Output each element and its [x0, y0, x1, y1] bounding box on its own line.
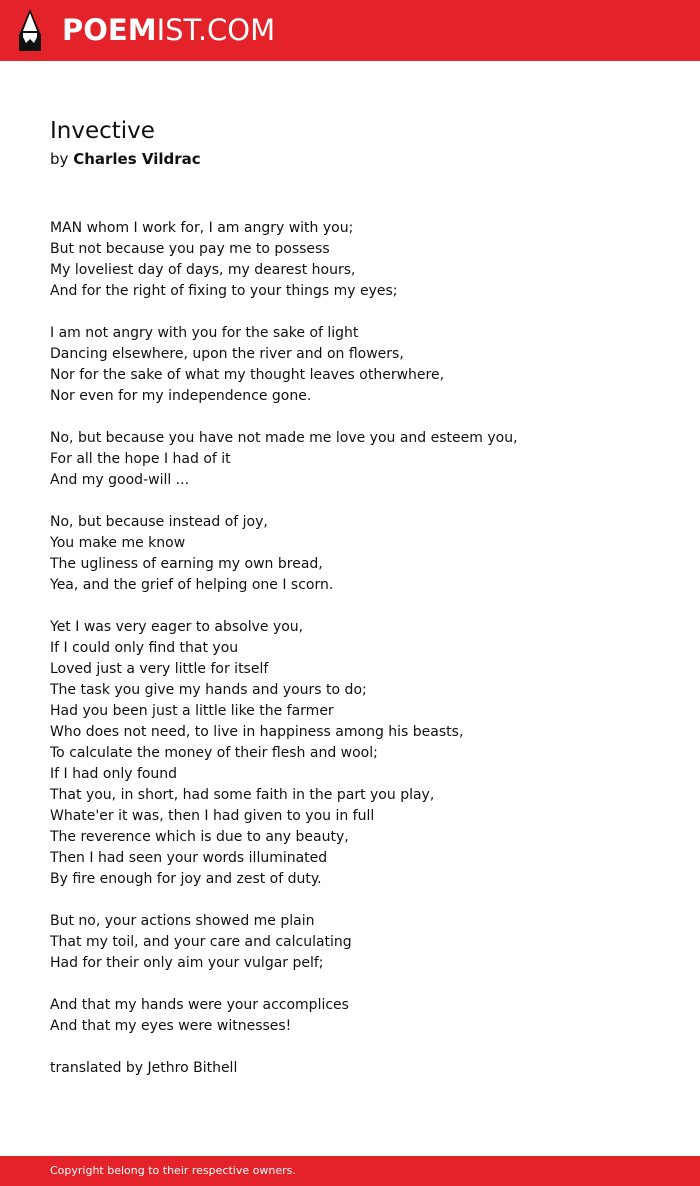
poem-line: My loveliest day of days, my dearest hours, — [50, 262, 356, 278]
stanza — [50, 911, 670, 974]
poem-line: That you, in short, had some faith in the part you play, — [50, 787, 435, 803]
poem-line: And that my hands were your accomplices — [50, 997, 349, 1013]
poem-line: MAN whom I work for, I am angry with you; — [50, 220, 354, 236]
byline — [50, 147, 670, 171]
poem-line: Whate'er it was, then I had given to you in full — [50, 808, 375, 824]
stanza — [50, 428, 670, 491]
poem-body — [50, 218, 670, 1079]
poem-line: For all the hope I had of it — [50, 451, 231, 467]
poem-line: Nor even for my independence gone. — [50, 388, 312, 404]
poem-line: And that my eyes were witnesses! — [50, 1018, 292, 1034]
poem-line: And for the right of fixing to your things my eyes; — [50, 283, 398, 299]
stanza — [50, 617, 670, 890]
poem-line: And my good-will ... — [50, 472, 190, 488]
poem-line: Had for their only aim your vulgar pelf; — [50, 955, 324, 971]
poem-line: Dancing elsewhere, upon the river and on flowers, — [50, 346, 404, 362]
site-logo[interactable] — [62, 12, 275, 48]
poem-line: The reverence which is due to any beauty, — [50, 829, 349, 845]
poem-line: The task you give my hands and yours to do; — [50, 682, 367, 698]
logo-light-text: IST.COM — [156, 13, 276, 47]
poem-line: Then I had seen your words illuminated — [50, 850, 328, 866]
poem-line: You make me know — [50, 535, 186, 551]
poem-line: Had you been just a little like the farmer — [50, 703, 334, 719]
poem-line: Who does not need, to live in happiness among his beasts, — [50, 724, 464, 740]
copyright-text: Copyright belong to their respective owners. — [50, 1164, 296, 1177]
poem-line: By fire enough for joy and zest of duty. — [50, 871, 322, 887]
poem-author: Charles Vildrac — [73, 150, 201, 168]
poem-line: But not because you pay me to possess — [50, 241, 330, 257]
poem-line: The ugliness of earning my own bread, — [50, 556, 323, 572]
site-header — [0, 0, 700, 61]
logo-bold-text: POEM — [62, 13, 157, 47]
poem-line: No, but because you have not made me love you and esteem you, — [50, 430, 518, 446]
poem-line: If I could only find that you — [50, 640, 239, 656]
site-footer — [0, 1156, 700, 1186]
poem-title: Invective — [50, 118, 155, 144]
by-label: by — [50, 150, 69, 168]
stanza — [50, 323, 670, 407]
poem-line: I am not angry with you for the sake of light — [50, 325, 359, 341]
poem-line: Yet I was very eager to absolve you, — [50, 619, 304, 635]
poem-line: Nor for the sake of what my thought leaves otherwhere, — [50, 367, 445, 383]
poem-line: Yea, and the grief of helping one I scorn. — [50, 577, 334, 593]
poem-line: Loved just a very little for itself — [50, 661, 269, 677]
stanza — [50, 512, 670, 596]
translator-credit: translated by Jethro Bithell — [50, 1060, 238, 1076]
stanza — [50, 995, 670, 1037]
pen-nib-icon[interactable] — [17, 9, 43, 51]
poem-line: No, but because instead of joy, — [50, 514, 268, 530]
poem-line: That my toil, and your care and calculating — [50, 934, 352, 950]
poem-content — [50, 116, 670, 1079]
poem-line: If I had only found — [50, 766, 178, 782]
stanza — [50, 218, 670, 302]
poem-line: But no, your actions showed me plain — [50, 913, 315, 929]
poem-line: To calculate the money of their flesh and wool; — [50, 745, 378, 761]
